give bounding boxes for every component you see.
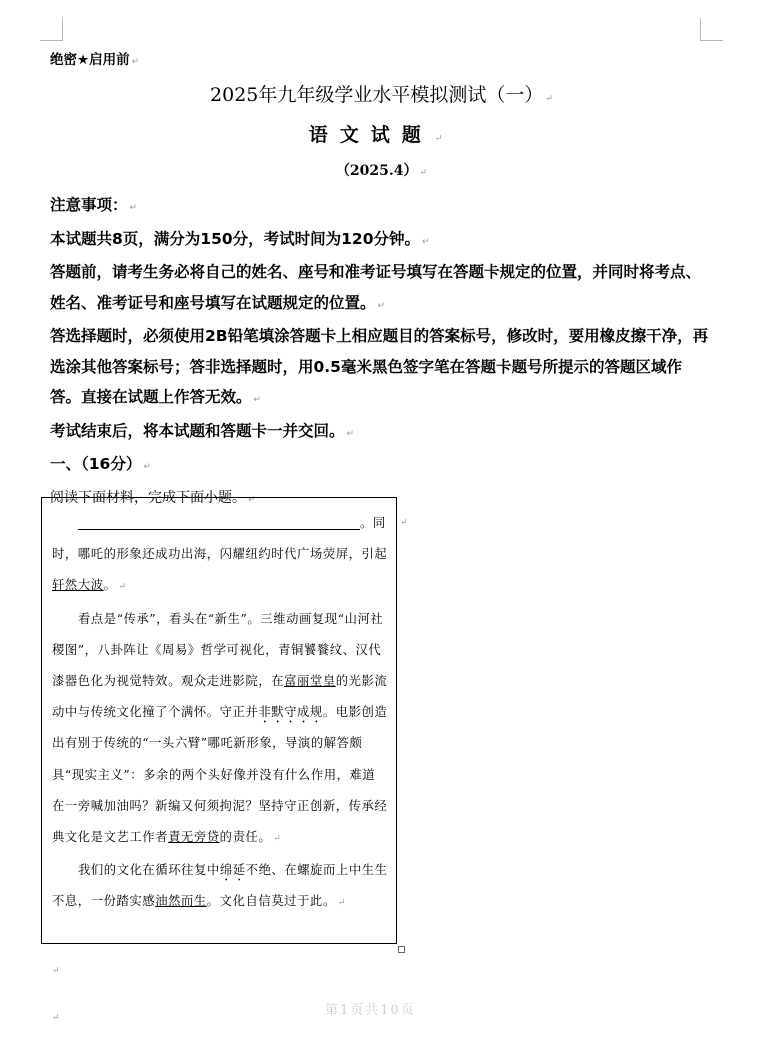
exam-title: 2025年九年级学业水平模拟测试（一） ↵ xyxy=(210,84,553,106)
return-mark-icon: ↵ xyxy=(248,494,256,505)
section-instruction: 阅读下面材料，完成下面小题。 ↵ xyxy=(50,489,256,506)
resize-handle[interactable] xyxy=(398,946,405,953)
notice-item: 答选择题时，必须使用2B铅笔填涂答题卡上相应题目的答案标号，修改时，要用橡皮擦干净，再选涂其他答案标号；答非选择题时，用0.5毫米黑色签字笔在答题卡题号所提示的答题区域作答。直接在试题上作答无效。 ↵ xyxy=(50,327,709,406)
reading-passage-box xyxy=(41,494,397,944)
return-mark-icon: ↵ xyxy=(434,134,455,144)
underlined-phrase: 富丽堂皇 xyxy=(284,674,336,689)
dotted-phrase: 绵延 xyxy=(219,863,246,878)
return-mark-icon: ↵ xyxy=(377,300,386,311)
return-mark-icon: ↵ xyxy=(131,57,140,67)
empty-paragraph xyxy=(50,1005,60,1024)
underlined-phrase: 油然而生 xyxy=(155,894,207,909)
notice-heading: 注意事项： ↵ xyxy=(50,196,138,214)
underlined-phrase: 轩然大波 xyxy=(52,578,104,593)
passage-paragraph-1: 。同时，哪吒的形象还成功出海，闪耀纽约时代广场荧屏，引起轩然大波。 ↵ xyxy=(52,508,388,604)
return-mark-icon: ↵ xyxy=(143,462,151,472)
crop-mark-top-right xyxy=(700,18,723,41)
section-heading: 一、（16分） ↵ xyxy=(50,455,151,473)
return-mark-icon: ↵ xyxy=(545,94,553,104)
secret-label: 绝密★启用前 ↵ xyxy=(50,52,140,68)
return-mark-icon: ↵ xyxy=(419,168,428,178)
return-mark-icon: ↵ xyxy=(52,966,60,976)
crop-mark-top-left xyxy=(40,18,63,41)
dotted-phrase: 非默守成规 xyxy=(258,705,323,720)
notice-item: 考试结束后，将本试题和答题卡一并交回。 ↵ xyxy=(50,421,355,440)
return-mark-icon: ↵ xyxy=(346,428,355,439)
return-mark-icon: ↵ xyxy=(52,1013,60,1023)
empty-paragraph xyxy=(50,958,60,977)
return-mark-icon: ↵ xyxy=(129,203,138,213)
subject-title: 语文试题 ↵ xyxy=(308,124,455,146)
return-mark-icon: ↵ xyxy=(253,395,262,405)
return-mark-icon: ↵ xyxy=(422,236,430,247)
exam-date: （2025.4） ↵ xyxy=(335,163,428,179)
return-mark-icon: ↵ xyxy=(118,582,127,593)
notice-item: 本试题共8页，满分为150分，考试时间为120分钟。 ↵ xyxy=(50,229,430,248)
underlined-phrase: 責无旁贷 xyxy=(168,830,220,845)
return-mark-icon: ↵ xyxy=(337,898,346,909)
notice-item: 答题前，请考生务必将自己的姓名、座号和准考证号填写在答题卡规定的位置，并同时将考点、姓名、准考证号和座号填写在试题规定的位置。 ↵ xyxy=(50,263,702,312)
page-footer: 第1页共10页 xyxy=(325,1003,416,1018)
fill-in-blank[interactable] xyxy=(78,513,360,530)
text-box-anchor xyxy=(398,510,408,528)
return-mark-icon: ↵ xyxy=(400,518,408,528)
return-mark-icon: ↵ xyxy=(273,834,282,845)
passage-paragraph-2: 看点是“传承”，看头在“新生”。三维动画复现“山河社稷图”，八卦阵让《周易》哲学可视化，青铜饕餮纹、汉代漆器色化为视觉特效。观众走进影院，在富丽堂皇的光影流动中与传统文化撞了个满怀。守正并非默守成规。电影创造出有别于传统的“一头六臂”哪吒新形象，导演的解答颇具“现实主义”：多余的两个头好像并没有什么作用，难道在一旁喊加油吗？新编又何须拘泥？坚持守正创新，传承经典文化是文艺工作者責无旁贷的责任。 ↵ xyxy=(52,611,388,845)
notice-section xyxy=(50,190,710,515)
passage-paragraph-3: 我们的文化在循环往复中绵延不绝、在螺旋而上中生生不息，一份踏实感油然而生。文化自信莫过于此。 ↵ xyxy=(52,863,388,909)
